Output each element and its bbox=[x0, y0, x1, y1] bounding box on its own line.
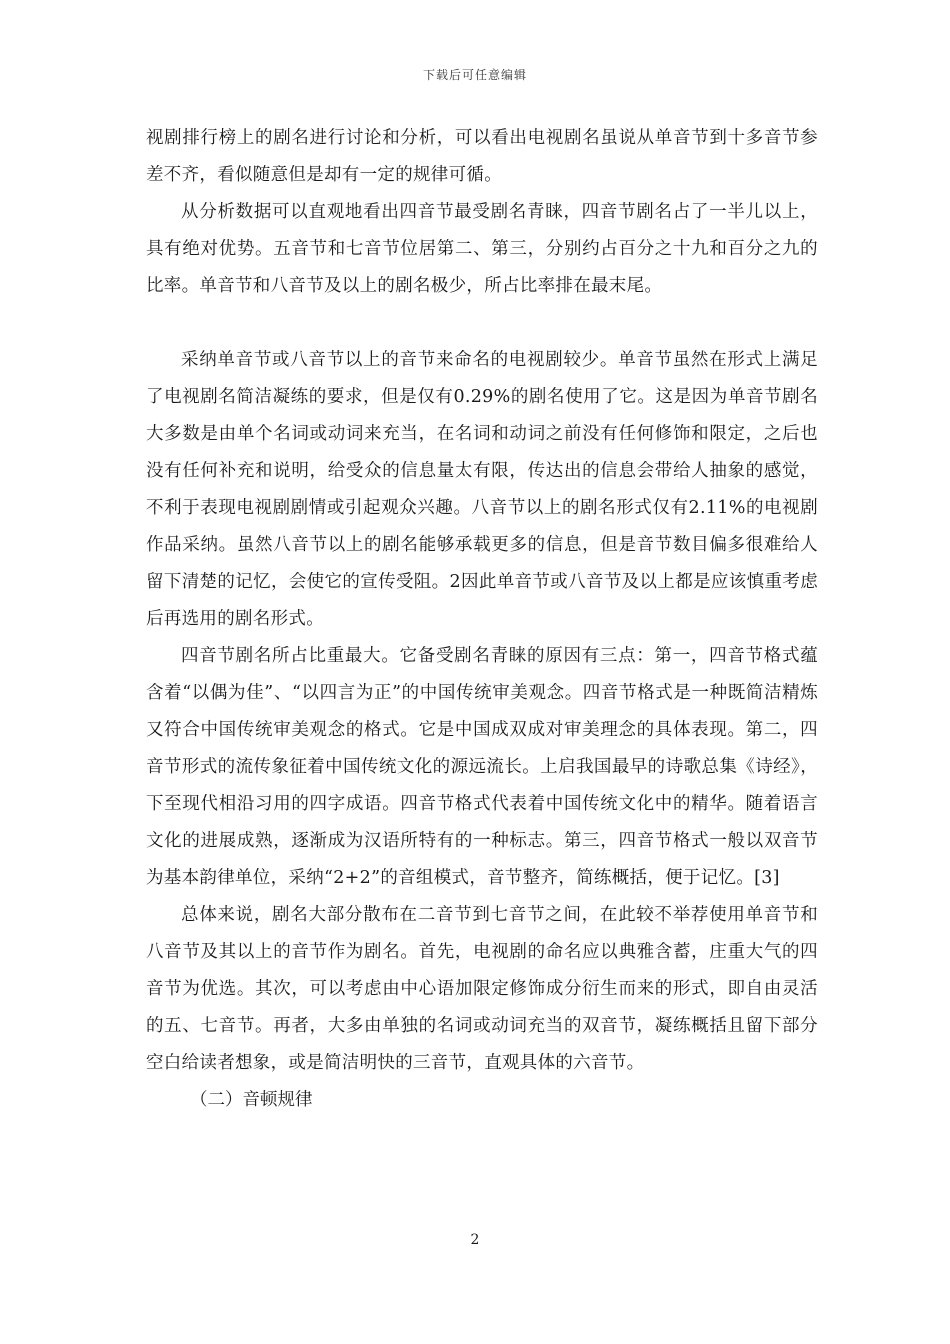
paragraph-four-syllable: 四音节剧名所占比重最大。它备受剧名青睐的原因有三点：第一，四音节格式蕴含着“以偶为佳”、“以四言为正”的中国传统审美观念。四音节格式是一种既简洁精炼又符合中国传统审美观念的格式。它是中国成双成对审美理念的具体表现。第二，四音节形式的流传象征着中国传统文化的源远流长。上启我国最早的诗歌总集《诗经》，下至现代相沿习用的四字成语。四音节格式代表着中国传统文化中的精华。随着语言文化的进展成熟，逐渐成为汉语所特有的一种标志。第三，四音节格式一般以双音节为基本韵律单位，采纳“2+2”的音组模式，音节整齐，简练概括，便于记忆。[3] bbox=[146, 646, 818, 888]
page-header: 下载后可任意编辑 bbox=[422, 68, 527, 82]
section-heading: （二）音顿规律 bbox=[190, 1090, 313, 1110]
paragraph-continuation: 视剧排行榜上的剧名进行讨论和分析，可以看出电视剧名虽说从单音节到十多音节参差不齐，看似随意但是却有一定的规律可循。 bbox=[146, 128, 818, 185]
document-body bbox=[146, 120, 818, 1119]
page-number: 2 bbox=[470, 1232, 480, 1248]
paragraph-spacer bbox=[146, 305, 818, 342]
paragraph-single-and-eight-syllable: 采纳单音节或八音节以上的音节来命名的电视剧较少。单音节虽然在形式上满足了电视剧名简洁凝练的要求，但是仅有0.29%的剧名使用了它。这是因为单音节剧名大多数是由单个名词或动词来充当，在名词和动词之前没有任何修饰和限定，之后也没有任何补充和说明，给受众的信息量太有限，传达出的信息会带给人抽象的感觉，不利于表现电视剧剧情或引起观众兴趣。八音节以上的剧名形式仅有2.11%的电视剧作品采纳。虽然八音节以上的剧名能够承载更多的信息，但是音节数目偏多很难给人留下清楚的记忆，会使它的宣传受阻。2因此单音节或八音节及以上都是应该慎重考虑后再选用的剧名形式。 bbox=[146, 350, 818, 629]
paragraph-conclusion: 总体来说，剧名大部分散布在二音节到七音节之间，在此较不举荐使用单音节和八音节及其以上的音节作为剧名。首先，电视剧的命名应以典雅含蓄，庄重大气的四音节为优选。其次，可以考虑由中心语加限定修饰成分衍生而来的形式，即自由灵活的五、七音节。再者，大多由单独的名词或动词充当的双音节，凝练概括且留下部分空白给读者想象，或是简洁明快的三音节，直观具体的六音节。 bbox=[146, 905, 818, 1073]
paragraph-analysis-summary: 从分析数据可以直观地看出四音节最受剧名青睐，四音节剧名占了一半儿以上，具有绝对优势。五音节和七音节位居第二、第三，分别约占百分之十九和百分之九的比率。单音节和八音节及以上的剧名极少，所占比率排在最末尾。 bbox=[146, 202, 818, 296]
